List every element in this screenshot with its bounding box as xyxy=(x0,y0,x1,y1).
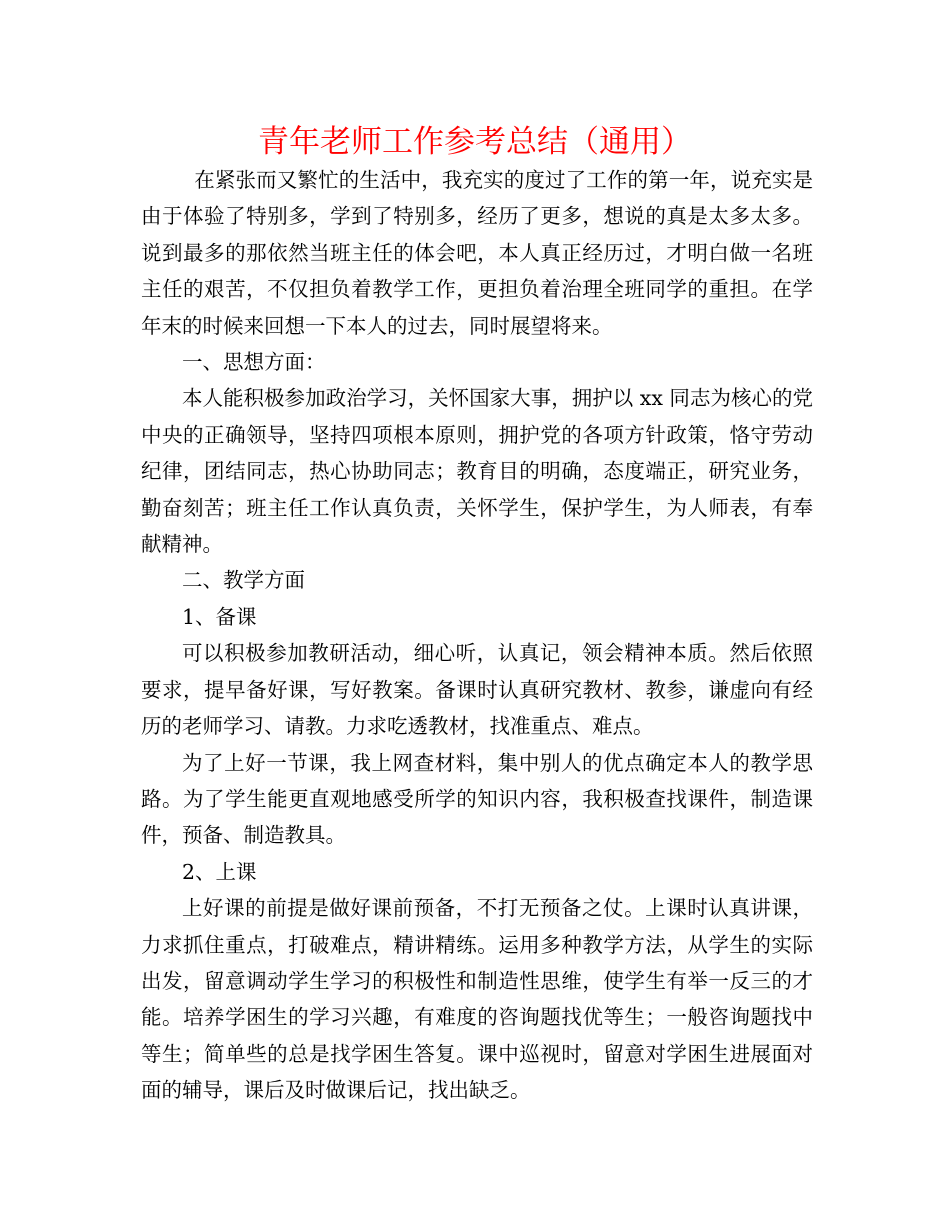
paragraph-thought: 本人能积极参加政治学习，关怀国家大事，拥护以 xx 同志为核心的党中央的正确领导，坚持四项根本原则，拥护党的各项方针政策，恪守劳动纪律，团结同志，热心协助同志；教育目的明确，态度端正，研究业务，勤奋刻苦；班主任工作认真负责，关怀学生，保护学生，为人师表，有奉献精神。 xyxy=(141,386,813,557)
intro-paragraph: 在紧张而又繁忙的生活中，我充实的度过了工作的第一年，说充实是由于体验了特别多，学到了特别多，经历了更多，想说的真是太多太多。说到最多的那依然当班主任的体会吧，本人真正经历过，才明白做一名班主任的艰苦，不仅担负着教学工作，更担负着治理全班同学的重担。在学年末的时候来回想一下本人的过去，同时展望将来。 xyxy=(141,168,813,338)
document-title: 青年老师工作参考总结（通用） xyxy=(258,124,692,160)
section-heading-thought: 一、思想方面： xyxy=(182,350,326,375)
paragraph-class: 上好课的前提是做好课前预备，不打无预备之仗。上课时认真讲课，力求抓住重点，打破难点，精讲精练。运用多种教学方法，从学生的实际出发，留意调动学生学习的积极性和制造性思维，使学生有举一反三的才能。培养学困生的学习兴趣，有难度的咨询题找优等生；一般咨询题找中等生；简单些的总是找学困生答复。课中巡视时，留意对学困生进展面对面的辅导，课后及时做课后记，找出缺乏。 xyxy=(141,896,813,1103)
document-body xyxy=(141,162,813,1109)
section-heading-teaching: 二、教学方面 xyxy=(182,568,305,593)
subheading-lesson-prep: 1、备课 xyxy=(182,604,257,629)
paragraph-lesson-prep: 可以积极参加教研活动，细心听，认真记，领会精神本质。然后依照要求，提早备好课，写好教案。备课时认真研究教材、教参，谦虚向有经历的老师学习、请教。力求吃透教材，找准重点、难点。 xyxy=(141,641,813,739)
paragraph-courseware: 为了上好一节课，我上网查材料，集中别人的优点确定本人的教学思路。为了学生能更直观地感受所学的知识内容，我积极查找课件，制造课件，预备、制造教具。 xyxy=(141,750,813,848)
subheading-class: 2、上课 xyxy=(182,859,257,884)
